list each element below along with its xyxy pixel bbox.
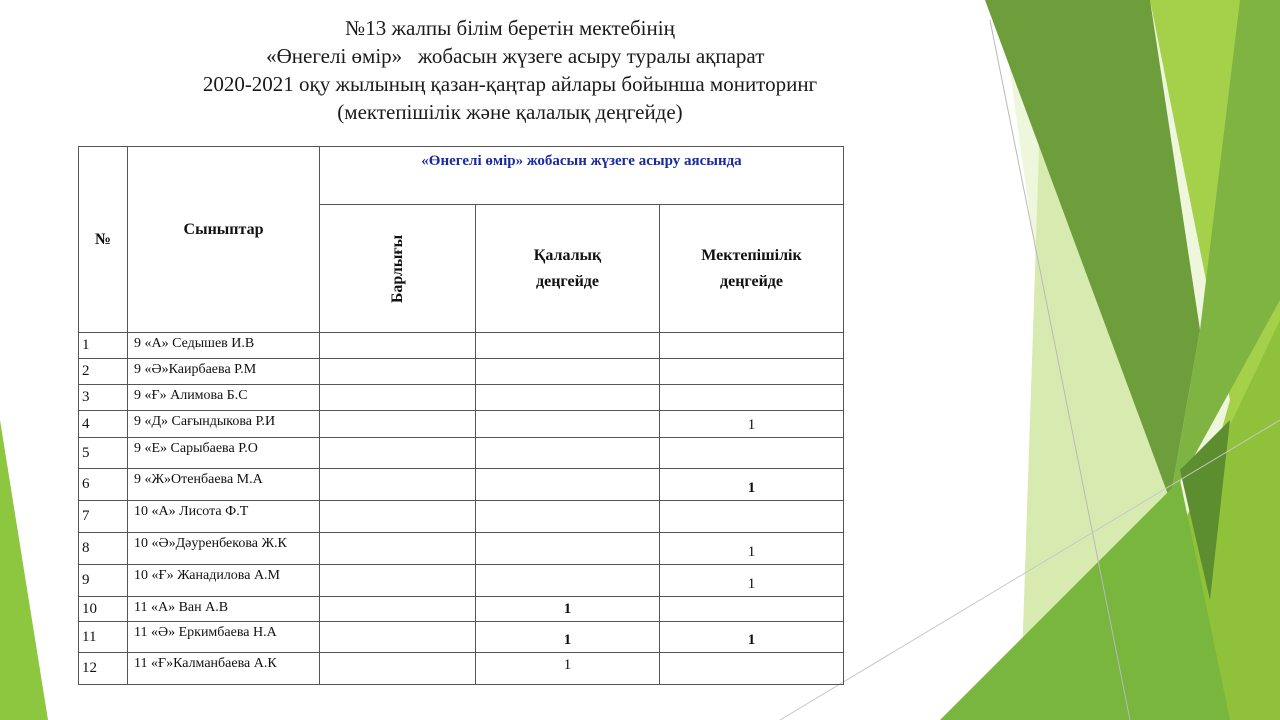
row-school: 1 <box>660 469 844 501</box>
row-total <box>320 597 476 622</box>
left-green-sliver <box>0 420 48 720</box>
header-city-line1: Қалалық <box>533 246 602 264</box>
row-total <box>320 411 476 438</box>
row-school: 1 <box>660 533 844 565</box>
row-class-name: 9 «Д» Сағындыкова Р.И <box>128 411 320 438</box>
header-total <box>320 205 476 333</box>
row-class-name: 11 «Ғ»Калманбаева А.К <box>128 653 320 685</box>
row-total <box>320 333 476 359</box>
row-total <box>320 622 476 653</box>
row-number: 1 <box>79 333 128 359</box>
row-city <box>476 438 660 469</box>
header-city-level <box>476 205 660 333</box>
row-school <box>660 653 844 685</box>
header-school-level <box>660 205 844 333</box>
row-number: 8 <box>79 533 128 565</box>
monitoring-table <box>78 146 844 685</box>
header-city-line2: деңгейде <box>536 272 599 290</box>
row-school <box>660 438 844 469</box>
row-total <box>320 565 476 597</box>
table-row <box>79 411 844 438</box>
header-classes: Сыныптар <box>128 147 320 333</box>
row-number: 10 <box>79 597 128 622</box>
header-total-label: Барлығы <box>388 234 406 303</box>
table-row <box>79 469 844 501</box>
row-number: 6 <box>79 469 128 501</box>
row-school: 1 <box>660 622 844 653</box>
table-row <box>79 359 844 385</box>
header-school-line1: Мектепішілік <box>701 246 802 264</box>
row-city <box>476 385 660 411</box>
row-city: 1 <box>476 653 660 685</box>
table-row <box>79 597 844 622</box>
table-row <box>79 333 844 359</box>
row-city: 1 <box>476 622 660 653</box>
row-total <box>320 469 476 501</box>
row-total <box>320 438 476 469</box>
row-total <box>320 653 476 685</box>
row-class-name: 11 «Ә» Еркимбаева Н.А <box>128 622 320 653</box>
header-project-group: «Өнегелі өмір» жобасын жүзеге асыру аясында <box>320 147 844 205</box>
title-line-2: «Өнегелі өмір» жобасын жүзеге асыру туралы ақпарат <box>255 44 765 68</box>
row-school <box>660 501 844 533</box>
row-number: 4 <box>79 411 128 438</box>
row-class-name: 9 «Е» Сарыбаева Р.О <box>128 438 320 469</box>
row-total <box>320 359 476 385</box>
slide-title <box>100 14 920 126</box>
row-total <box>320 385 476 411</box>
row-total <box>320 501 476 533</box>
table-row <box>79 501 844 533</box>
row-number: 2 <box>79 359 128 385</box>
row-school <box>660 597 844 622</box>
header-school-line2: деңгейде <box>720 272 783 290</box>
row-city <box>476 359 660 385</box>
row-class-name: 9 «А» Седышев И.В <box>128 333 320 359</box>
row-city: 1 <box>476 597 660 622</box>
row-class-name: 9 «Ғ» Алимова Б.С <box>128 385 320 411</box>
row-school <box>660 385 844 411</box>
table-row <box>79 385 844 411</box>
row-number: 3 <box>79 385 128 411</box>
table-row <box>79 622 844 653</box>
row-number: 11 <box>79 622 128 653</box>
row-city <box>476 333 660 359</box>
table-row <box>79 565 844 597</box>
title-line-3: 2020-2021 оқу жылының қазан-қаңтар айлары бойынша мониторинг <box>202 72 818 96</box>
row-class-name: 11 «А» Ван А.В <box>128 597 320 622</box>
row-number: 5 <box>79 438 128 469</box>
header-number: № <box>79 147 128 333</box>
title-line-1: №13 жалпы білім беретін мектебінің <box>345 16 675 40</box>
row-number: 12 <box>79 653 128 685</box>
row-city <box>476 469 660 501</box>
row-class-name: 9 «Ж»Отенбаева М.А <box>128 469 320 501</box>
row-school <box>660 359 844 385</box>
table-row <box>79 533 844 565</box>
row-total <box>320 533 476 565</box>
table-row <box>79 438 844 469</box>
row-city <box>476 411 660 438</box>
row-city <box>476 565 660 597</box>
row-school: 1 <box>660 411 844 438</box>
row-class-name: 10 «Ә»Дәуренбекова Ж.К <box>128 533 320 565</box>
row-school <box>660 333 844 359</box>
row-class-name: 10 «А» Лисота Ф.Т <box>128 501 320 533</box>
table-row <box>79 653 844 685</box>
row-number: 7 <box>79 501 128 533</box>
row-number: 9 <box>79 565 128 597</box>
row-class-name: 9 «Ә»Каирбаева Р.М <box>128 359 320 385</box>
row-school: 1 <box>660 565 844 597</box>
row-class-name: 10 «Ғ» Жанадилова А.М <box>128 565 320 597</box>
row-city <box>476 501 660 533</box>
row-city <box>476 533 660 565</box>
title-line-4: (мектепішілік және қалалық деңгейде) <box>337 100 683 124</box>
